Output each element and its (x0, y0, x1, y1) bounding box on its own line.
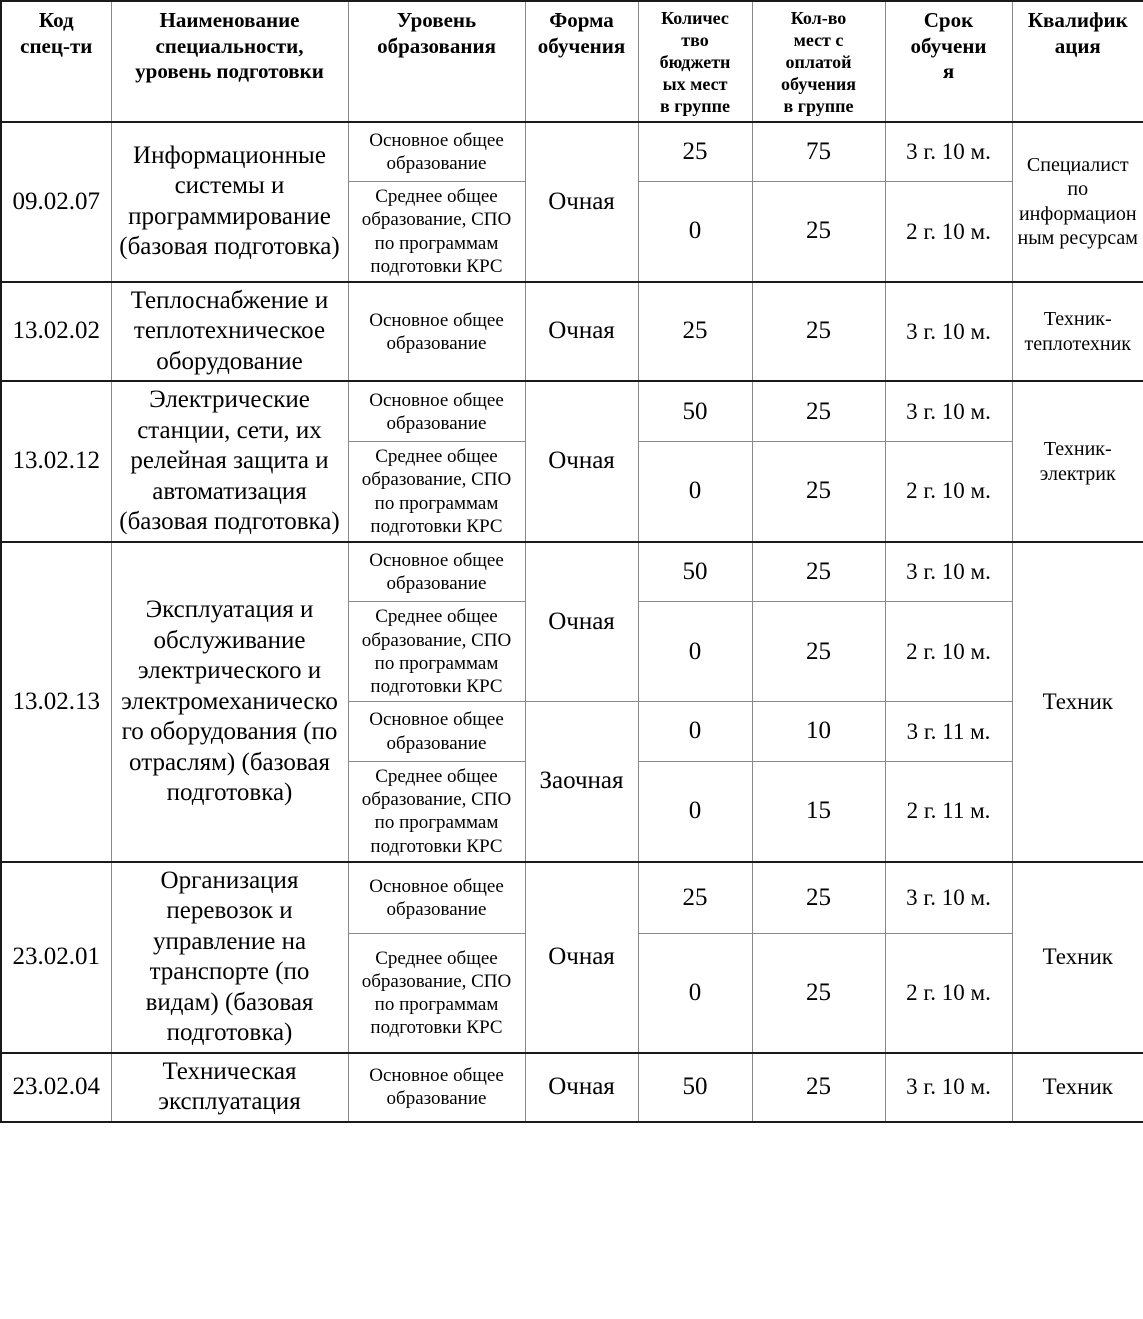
table-row (1, 542, 1143, 602)
cell-education-level: Основное общее образование (348, 862, 525, 934)
cell-study-term: 3 г. 10 м. (885, 862, 1012, 934)
header-line: Количес (661, 8, 729, 28)
cell-qualification: Техник-теплотехник (1012, 282, 1143, 382)
cell-study-term: 2 г. 11 м. (885, 762, 1012, 862)
header-line: уровень подготовки (135, 59, 324, 84)
header-line: Наименование (159, 8, 300, 32)
cell-budget-seats: 0 (638, 182, 752, 282)
cell-education-level: Среднее общее образование, СПО по программам подготовки КРС (348, 182, 525, 282)
cell-study-term: 2 г. 10 м. (885, 442, 1012, 542)
cell-budget-seats: 0 (638, 442, 752, 542)
cell-budget-seats: 25 (638, 282, 752, 382)
header-line: обучения (537, 33, 626, 58)
table-header-row (1, 1, 1143, 122)
cell-qualification: Техник (1012, 542, 1143, 862)
cell-specialty-name: Организация перевозок и управление на транспорте (по видам) (базовая подготовка) (111, 862, 348, 1053)
header-line: в группе (660, 95, 730, 116)
cell-qualification: Специалист по информационным ресурсам (1012, 122, 1143, 282)
cell-study-form: Очная (525, 542, 638, 702)
cell-budget-seats: 50 (638, 1053, 752, 1122)
table-row (1, 1053, 1143, 1122)
cell-education-level: Среднее общее образование, СПО по программам подготовки КРС (348, 602, 525, 702)
cell-specialty-name: Эксплуатация и обслуживание электрического и электромеханического оборудования (по отраслям) (базовая подготовка) (111, 542, 348, 862)
cell-specialty-code: 13.02.13 (1, 542, 111, 862)
header-line: Форма (549, 8, 614, 32)
cell-study-term: 2 г. 10 м. (885, 933, 1012, 1052)
cell-paid-seats: 10 (752, 702, 885, 762)
header-line: мест с (793, 29, 844, 50)
cell-paid-seats: 25 (752, 442, 885, 542)
header-cell-paid-seats (752, 1, 885, 122)
cell-specialty-code: 09.02.07 (1, 122, 111, 282)
header-cell-level (348, 1, 525, 122)
cell-specialty-code: 23.02.04 (1, 1053, 111, 1122)
cell-paid-seats: 25 (752, 182, 885, 282)
cell-study-form: Очная (525, 122, 638, 282)
table-row (1, 381, 1143, 441)
cell-paid-seats: 25 (752, 1053, 885, 1122)
cell-study-term: 2 г. 10 м. (885, 182, 1012, 282)
cell-study-form: Очная (525, 381, 638, 542)
header-line: ация (1054, 33, 1101, 58)
cell-budget-seats: 25 (638, 122, 752, 182)
cell-paid-seats: 25 (752, 862, 885, 934)
cell-education-level: Среднее общее образование, СПО по программам подготовки КРС (348, 762, 525, 862)
cell-education-level: Основное общее образование (348, 282, 525, 382)
cell-budget-seats: 0 (638, 702, 752, 762)
cell-education-level: Основное общее образование (348, 381, 525, 441)
cell-paid-seats: 25 (752, 542, 885, 602)
cell-specialty-code: 13.02.12 (1, 381, 111, 542)
cell-budget-seats: 50 (638, 381, 752, 441)
cell-budget-seats: 25 (638, 862, 752, 934)
cell-study-term: 3 г. 11 м. (885, 702, 1012, 762)
header-cell-budget-seats (638, 1, 752, 122)
cell-education-level: Среднее общее образование, СПО по программам подготовки КРС (348, 442, 525, 542)
header-line: ых мест (662, 73, 728, 94)
cell-qualification: Техник (1012, 862, 1143, 1053)
header-line: специальности, (155, 33, 304, 58)
header-line: Кол-во (790, 8, 847, 28)
cell-study-form: Очная (525, 282, 638, 382)
cell-education-level: Основное общее образование (348, 542, 525, 602)
cell-study-term: 3 г. 10 м. (885, 282, 1012, 382)
cell-education-level: Основное общее образование (348, 702, 525, 762)
cell-study-term: 3 г. 10 м. (885, 381, 1012, 441)
cell-budget-seats: 50 (638, 542, 752, 602)
cell-education-level: Среднее общее образование, СПО по программам подготовки КРС (348, 933, 525, 1052)
cell-budget-seats: 0 (638, 762, 752, 862)
cell-study-term: 3 г. 10 м. (885, 1053, 1012, 1122)
cell-paid-seats: 25 (752, 602, 885, 702)
header-line: оплатой (785, 51, 852, 72)
cell-paid-seats: 25 (752, 282, 885, 382)
cell-study-form: Очная (525, 1053, 638, 1122)
cell-qualification: Техник-электрик (1012, 381, 1143, 542)
cell-budget-seats: 0 (638, 602, 752, 702)
cell-specialty-name: Электрические станции, сети, их релейная защита и автоматизация (базовая подготовка) (111, 381, 348, 542)
cell-specialty-name: Информационные системы и программирование (базовая подготовка) (111, 122, 348, 282)
header-line: Срок (923, 8, 974, 32)
cell-paid-seats: 75 (752, 122, 885, 182)
cell-specialty-name: Теплоснабжение и теплотехническое оборудование (111, 282, 348, 382)
header-line: Квалифик (1027, 8, 1128, 32)
header-line: в группе (783, 95, 854, 116)
cell-study-form: Очная (525, 862, 638, 1053)
cell-paid-seats: 25 (752, 933, 885, 1052)
header-line: обучения (781, 73, 856, 94)
header-line: тво (681, 29, 709, 50)
header-line: Уровень (396, 8, 477, 32)
header-line: Код (38, 8, 74, 32)
header-cell-qualification (1012, 1, 1143, 122)
cell-qualification: Техник (1012, 1053, 1143, 1122)
table-body (1, 122, 1143, 1122)
header-line: обучени (910, 33, 987, 58)
header-cell-code (1, 1, 111, 122)
cell-education-level: Основное общее образование (348, 1053, 525, 1122)
cell-paid-seats: 15 (752, 762, 885, 862)
cell-paid-seats: 25 (752, 381, 885, 441)
table-row (1, 122, 1143, 182)
cell-specialty-code: 13.02.02 (1, 282, 111, 382)
header-line: бюджетн (659, 51, 731, 72)
table-row (1, 282, 1143, 382)
header-line: я (942, 59, 955, 84)
header-cell-term (885, 1, 1012, 122)
cell-study-term: 2 г. 10 м. (885, 602, 1012, 702)
header-cell-form (525, 1, 638, 122)
cell-study-term: 3 г. 10 м. (885, 542, 1012, 602)
header-line: спец-ти (20, 33, 93, 58)
cell-education-level: Основное общее образование (348, 122, 525, 182)
table-row (1, 862, 1143, 934)
cell-specialty-code: 23.02.01 (1, 862, 111, 1053)
cell-study-form: Заочная (525, 702, 638, 862)
header-cell-name (111, 1, 348, 122)
cell-budget-seats: 0 (638, 933, 752, 1052)
header-line: образования (377, 33, 496, 58)
cell-specialty-name: Техническая эксплуатация (111, 1053, 348, 1122)
cell-study-term: 3 г. 10 м. (885, 122, 1012, 182)
